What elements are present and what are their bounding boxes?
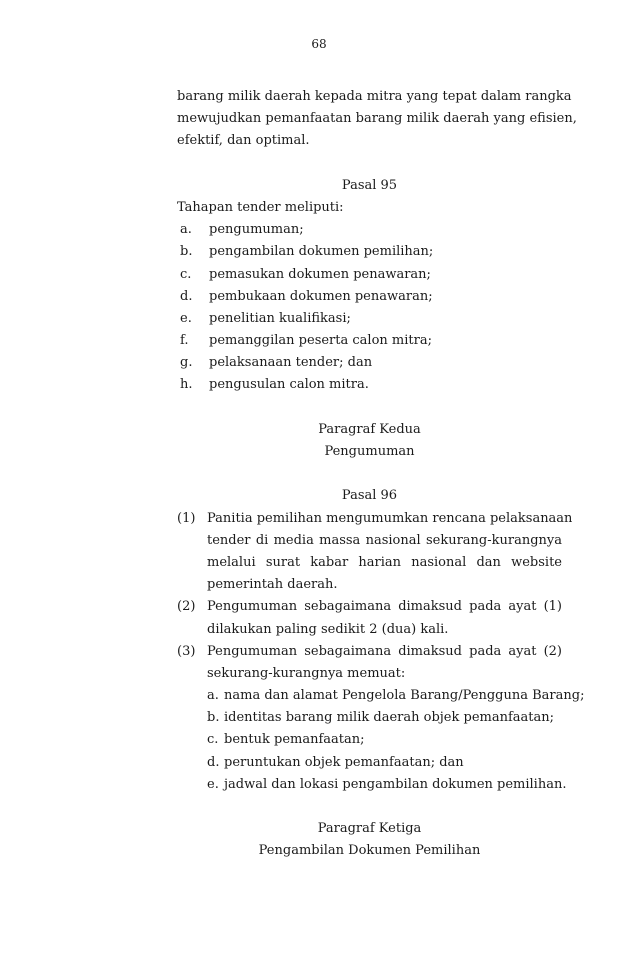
ayat-3-item: a. nama dan alamat Pengelola Barang/Pengguna Barang; [207,688,585,704]
list-item: a. pengumuman; [180,222,304,238]
list-item: g. pelaksanaan tender; dan [180,355,373,371]
ayat-1-line: pemerintah daerah. [207,577,338,593]
ayat-3-item: b. identitas barang milik daerah objek pemanfaatan; [207,710,555,726]
ayat-3-line: sekurang-kurangnya memuat: [207,665,406,681]
list-item: e. penelitian kualifikasi; [180,310,351,326]
ayat-3-item: d. peruntukan objek pemanfaatan; dan [207,754,464,770]
paragraf-ketiga-heading: Paragraf Ketiga [317,821,422,837]
list-item: c. pemasukan dokumen penawaran; [180,266,431,282]
list-item: b. pengambilan dokumen pemilihan; [180,244,434,260]
list-item: d. pembukaan dokumen penawaran; [180,288,433,304]
intro-line: mewujudkan pemanfaatan barang milik daerah yang efisien, [177,111,577,127]
pasal-95-title: Pasal 95 [341,177,398,193]
ayat-2-line: dilakukan paling sedikit 2 (dua) kali. [207,621,449,637]
ayat-1-line: tender di media massa nasional sekurang-kurangnya [207,532,562,548]
intro-line: barang milik daerah kepada mitra yang tepat dalam rangka [177,89,572,104]
pasal-96-title: Pasal 96 [341,488,398,504]
ayat-1-line: melalui surat kabar harian nasional dan website [207,554,562,570]
paragraf-kedua-subheading: Pengumuman [324,444,415,459]
list-item: f. pemanggilan peserta calon mitra; [180,333,432,349]
list-item: h. pengusulan calon mitra. [180,377,369,393]
ayat-1-line: (1) Panitia pemilihan mengumumkan rencana pelaksanaan [177,510,573,526]
paragraf-kedua-heading: Paragraf Kedua [318,421,421,437]
ayat-3-item: c. bentuk pemanfaatan; [207,732,365,748]
pasal-95-lead: Tahapan tender meliputi: [177,199,344,215]
ayat-3-item: e. jadwal dan lokasi pengambilan dokumen pemilihan. [207,776,567,792]
page-number: 68 [311,37,327,51]
ayat-3-line: (3) Pengumuman sebagaimana dimaksud pada ayat (2) [177,643,562,659]
ayat-2-line: (2) Pengumuman sebagaimana dimaksud pada ayat (1) [177,599,562,615]
intro-line: efektif, dan optimal. [177,133,310,149]
document-body [177,86,585,863]
paragraf-ketiga-subheading: Pengambilan Dokumen Pemilihan [258,843,481,859]
